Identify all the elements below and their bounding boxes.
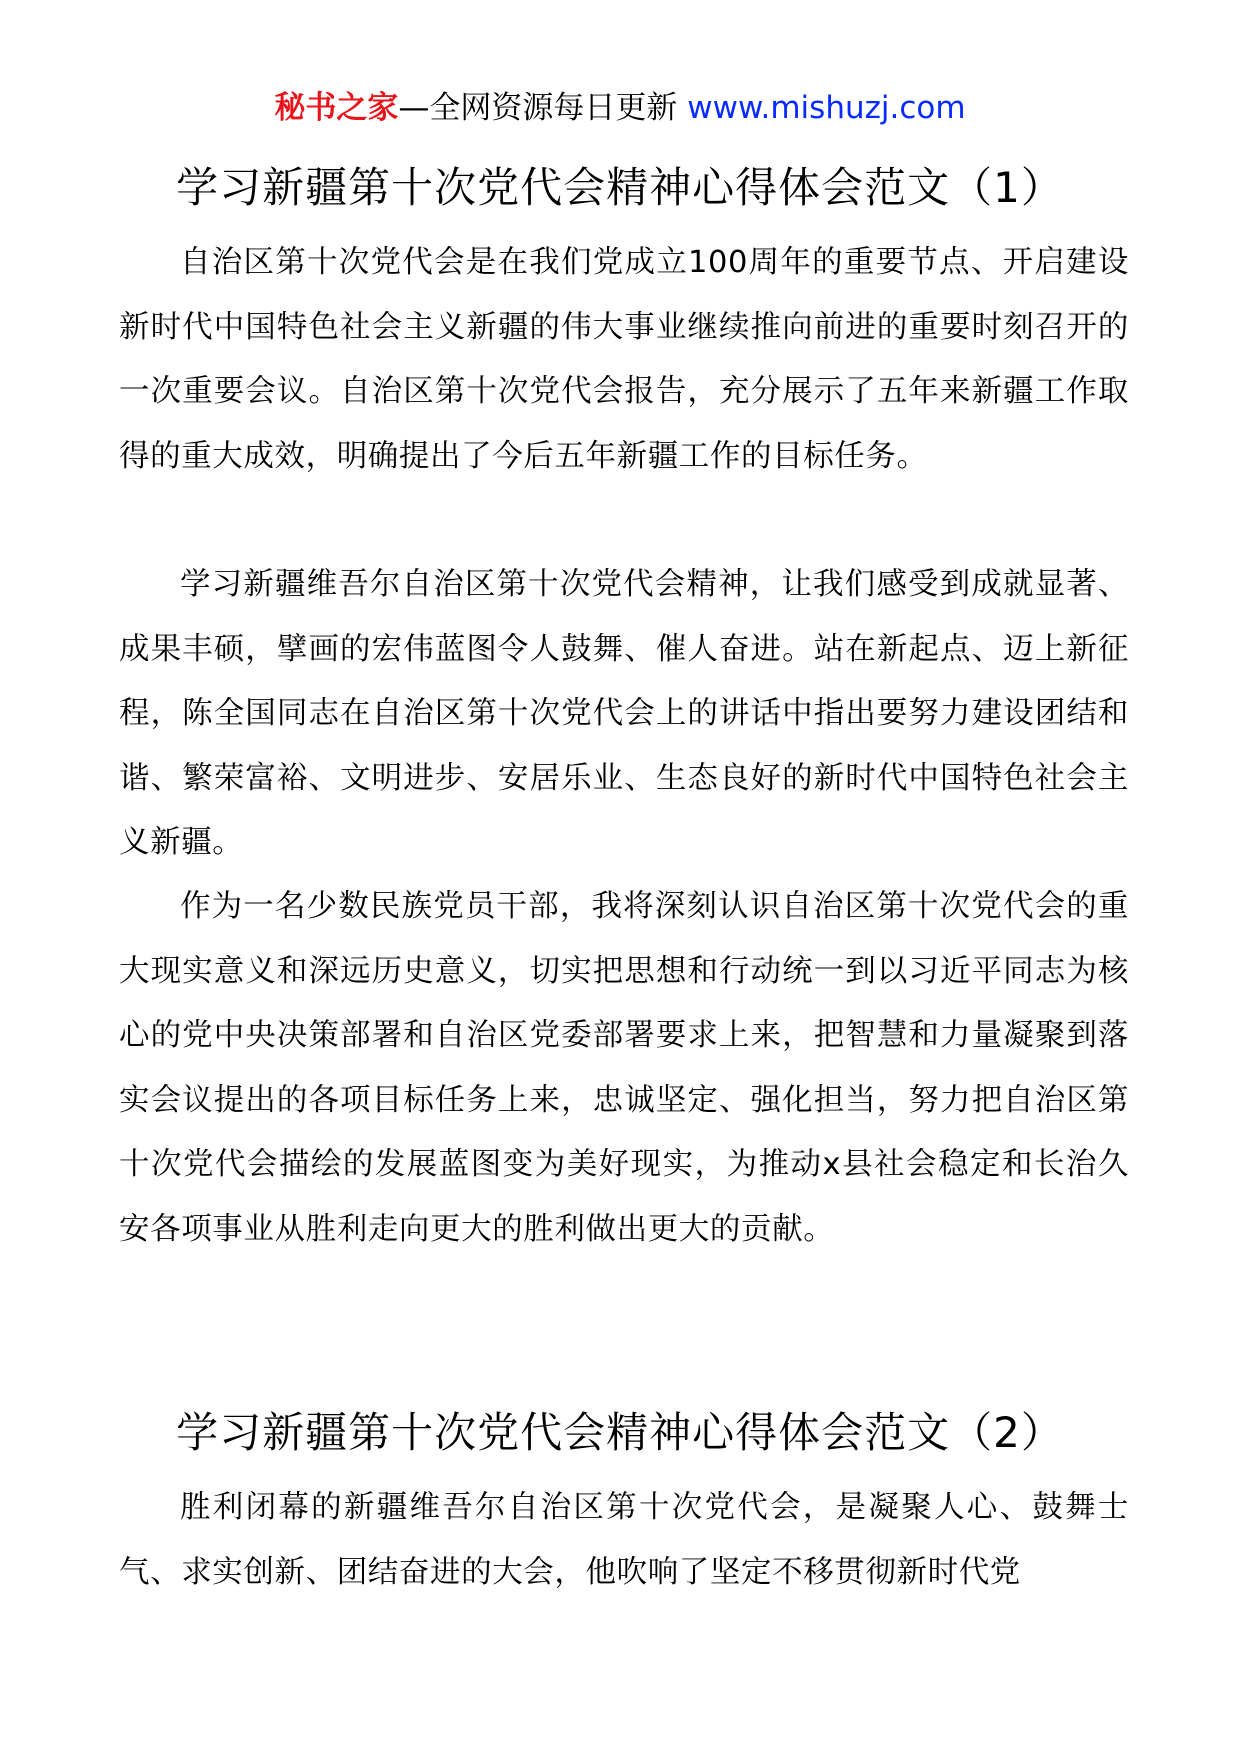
section-2-title: 学习新疆第十次党代会精神心得体会范文（2） xyxy=(176,1408,1064,1457)
site-url-link[interactable]: www.mishuzj.com xyxy=(687,90,966,126)
section-1-paragraph-2: 学习新疆维吾尔自治区第十次党代会精神，让我们感受到成就显著、成果丰硕，擘画的宏伟蓝图令人鼓舞、催人奋进。站在新起点、迈上新征程，陈全国同志在自治区第十次党代会上的讲话中指出要努力建设团结和谐、繁荣富裕、文明进步、安居乐业、生态良好的新时代中国特色社会主义新疆。 xyxy=(119,567,1129,860)
site-header xyxy=(0,88,1240,128)
section-1-title: 学习新疆第十次党代会精神心得体会范文（1） xyxy=(176,163,1064,212)
section-1-paragraph-1: 自治区第十次党代会是在我们党成立100周年的重要节点、开启建设新时代中国特色社会主义新疆的伟大事业继续推向前进的重要时刻召开的一次重要会议。自治区第十次党代会报告，充分展示了五年来新疆工作取得的重大成效，明确提出了今后五年新疆工作的目标任务。 xyxy=(119,245,1129,474)
brand-name: 秘书之家 xyxy=(274,90,399,126)
section-2-paragraph-1: 胜利闭幕的新疆维吾尔自治区第十次党代会，是凝聚人心、鼓舞士气、求实创新、团结奋进的大会，他吹响了坚定不移贯彻新时代党 xyxy=(119,1490,1129,1590)
section-1-paragraph-3: 作为一名少数民族党员干部，我将深刻认识自治区第十次党代会的重大现实意义和深远历史意义，切实把思想和行动统一到以习近平同志为核心的党中央决策部署和自治区党委部署要求上来，把智慧和力量凝聚到落实会议提出的各项目标任务上来，忠诚坚定、强化担当，努力把自治区第十次党代会描绘的发展蓝图变为美好现实，为推动x县社会稳定和长治久安各项事业从胜利走向更大的胜利做出更大的贡献。 xyxy=(119,889,1129,1247)
header-tagline: —全网资源每日更新 xyxy=(398,90,688,126)
